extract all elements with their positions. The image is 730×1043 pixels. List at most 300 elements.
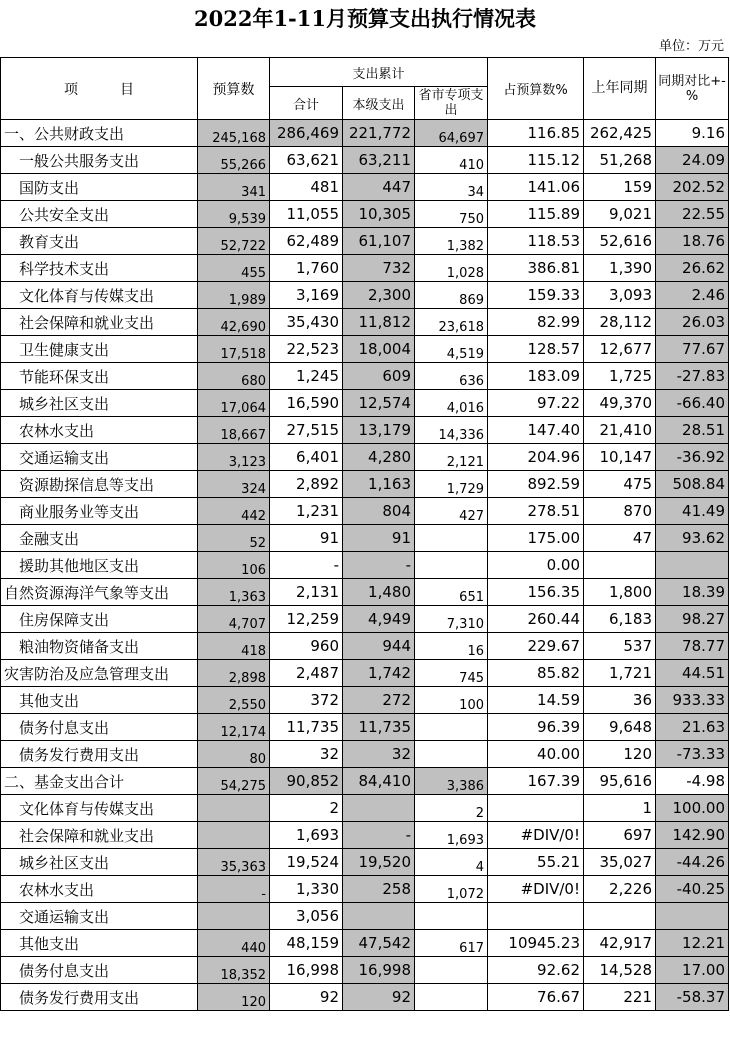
cell-name: 金融支出: [1, 525, 198, 552]
cell-last-year: 9,021: [584, 201, 656, 228]
cell-total: 19,524: [270, 849, 343, 876]
cell-provincial: 3,386: [415, 768, 488, 795]
cell-name: 住房保障支出: [1, 606, 198, 633]
table-body: [1, 120, 729, 1011]
cell-total: 3,056: [270, 903, 343, 930]
cell-total: 32: [270, 741, 343, 768]
cell-yoy: -44.26: [656, 849, 729, 876]
cell-budget: 2,898: [198, 660, 270, 687]
cell-name: 商业服务业等支出: [1, 498, 198, 525]
table-row: [1, 579, 729, 606]
table-row: [1, 552, 729, 579]
cell-ratio: 386.81: [488, 255, 584, 282]
cell-ratio: 892.59: [488, 471, 584, 498]
cell-provincial: 651: [415, 579, 488, 606]
cell-provincial: [415, 525, 488, 552]
cell-total: 22,523: [270, 336, 343, 363]
cell-provincial: 23,618: [415, 309, 488, 336]
table-row: [1, 120, 729, 147]
cell-local: 84,410: [343, 768, 415, 795]
cell-local: 11,735: [343, 714, 415, 741]
table-row: [1, 228, 729, 255]
cell-budget: 442: [198, 498, 270, 525]
cell-last-year: 52,616: [584, 228, 656, 255]
cell-yoy: 77.67: [656, 336, 729, 363]
cell-last-year: 1,800: [584, 579, 656, 606]
cell-budget: 4,707: [198, 606, 270, 633]
cell-budget: 52: [198, 525, 270, 552]
cell-yoy: 9.16: [656, 120, 729, 147]
cell-last-year: 51,268: [584, 147, 656, 174]
cell-last-year: 159: [584, 174, 656, 201]
cell-budget: 3,123: [198, 444, 270, 471]
table-row: [1, 147, 729, 174]
cell-name: 资源勘探信息等支出: [1, 471, 198, 498]
cell-ratio: 40.00: [488, 741, 584, 768]
cell-name: 债务付息支出: [1, 714, 198, 741]
cell-total: 16,998: [270, 957, 343, 984]
cell-yoy: 18.39: [656, 579, 729, 606]
cell-yoy: 26.03: [656, 309, 729, 336]
header-ratio: 占预算数%: [488, 58, 584, 120]
cell-last-year: 6,183: [584, 606, 656, 633]
cell-ratio: 141.06: [488, 174, 584, 201]
cell-budget: 680: [198, 363, 270, 390]
cell-ratio: 159.33: [488, 282, 584, 309]
cell-budget: 35,363: [198, 849, 270, 876]
cell-ratio: 118.53: [488, 228, 584, 255]
cell-total: 90,852: [270, 768, 343, 795]
cell-budget: 52,722: [198, 228, 270, 255]
cell-total: 372: [270, 687, 343, 714]
cell-yoy: 22.55: [656, 201, 729, 228]
table-row: [1, 201, 729, 228]
cell-total: 1,693: [270, 822, 343, 849]
cell-ratio: 260.44: [488, 606, 584, 633]
cell-ratio: 76.67: [488, 984, 584, 1011]
cell-local: 32: [343, 741, 415, 768]
cell-provincial: 4,519: [415, 336, 488, 363]
cell-local: 47,542: [343, 930, 415, 957]
table-row: [1, 498, 729, 525]
cell-local: -: [343, 552, 415, 579]
cell-total: -: [270, 552, 343, 579]
cell-ratio: [488, 795, 584, 822]
cell-local: 258: [343, 876, 415, 903]
table-row: [1, 822, 729, 849]
cell-provincial: [415, 714, 488, 741]
cell-local: 61,107: [343, 228, 415, 255]
cell-last-year: 95,616: [584, 768, 656, 795]
cell-last-year: 120: [584, 741, 656, 768]
cell-yoy: 100.00: [656, 795, 729, 822]
header-provincial: 省市专项支出: [415, 87, 488, 120]
cell-name: 交通运输支出: [1, 903, 198, 930]
cell-yoy: 24.09: [656, 147, 729, 174]
cell-total: 91: [270, 525, 343, 552]
cell-ratio: 85.82: [488, 660, 584, 687]
cell-name: 文化体育与传媒支出: [1, 795, 198, 822]
cell-local: 1,163: [343, 471, 415, 498]
cell-last-year: 21,410: [584, 417, 656, 444]
cell-budget: 9,539: [198, 201, 270, 228]
cell-name: 粮油物资储备支出: [1, 633, 198, 660]
cell-last-year: 2,226: [584, 876, 656, 903]
cell-name: 债务发行费用支出: [1, 741, 198, 768]
cell-last-year: 537: [584, 633, 656, 660]
cell-total: 63,621: [270, 147, 343, 174]
cell-ratio: #DIV/0!: [488, 822, 584, 849]
cell-name: 国防支出: [1, 174, 198, 201]
cell-provincial: 14,336: [415, 417, 488, 444]
cell-name: 债务发行费用支出: [1, 984, 198, 1011]
cell-yoy: 18.76: [656, 228, 729, 255]
cell-provincial: 410: [415, 147, 488, 174]
cell-ratio: 175.00: [488, 525, 584, 552]
cell-last-year: 221: [584, 984, 656, 1011]
cell-total: 2,131: [270, 579, 343, 606]
cell-ratio: 115.89: [488, 201, 584, 228]
page-title: 2022年1-11月预算支出执行情况表: [194, 6, 536, 31]
cell-budget: 17,064: [198, 390, 270, 417]
cell-total: 48,159: [270, 930, 343, 957]
cell-local: 19,520: [343, 849, 415, 876]
cell-yoy: 41.49: [656, 498, 729, 525]
cell-budget: 12,174: [198, 714, 270, 741]
cell-provincial: 4,016: [415, 390, 488, 417]
cell-budget: [198, 903, 270, 930]
cell-name: 城乡社区支出: [1, 849, 198, 876]
cell-total: 481: [270, 174, 343, 201]
cell-total: 92: [270, 984, 343, 1011]
cell-provincial: 2: [415, 795, 488, 822]
cell-yoy: 17.00: [656, 957, 729, 984]
cell-budget: 120: [198, 984, 270, 1011]
cell-budget: 1,363: [198, 579, 270, 606]
cell-ratio: 116.85: [488, 120, 584, 147]
cell-last-year: 47: [584, 525, 656, 552]
cell-ratio: 14.59: [488, 687, 584, 714]
cell-local: 12,574: [343, 390, 415, 417]
table-row: [1, 903, 729, 930]
table-row: [1, 741, 729, 768]
cell-name: 社会保障和就业支出: [1, 822, 198, 849]
cell-provincial: 7,310: [415, 606, 488, 633]
cell-provincial: [415, 552, 488, 579]
cell-total: 35,430: [270, 309, 343, 336]
table-row: [1, 930, 729, 957]
cell-name: 援助其他地区支出: [1, 552, 198, 579]
cell-name: 二、基金支出合计: [1, 768, 198, 795]
cell-budget: 18,352: [198, 957, 270, 984]
cell-last-year: 49,370: [584, 390, 656, 417]
table-row: [1, 633, 729, 660]
cell-provincial: 1,382: [415, 228, 488, 255]
cell-ratio: 183.09: [488, 363, 584, 390]
cell-yoy: -66.40: [656, 390, 729, 417]
table-row: [1, 444, 729, 471]
cell-budget: 42,690: [198, 309, 270, 336]
cell-name: 自然资源海洋气象等支出: [1, 579, 198, 606]
cell-last-year: 1,725: [584, 363, 656, 390]
table-row: [1, 768, 729, 795]
table-row: [1, 957, 729, 984]
cell-last-year: 10,147: [584, 444, 656, 471]
cell-provincial: 1,028: [415, 255, 488, 282]
cell-provincial: 1,693: [415, 822, 488, 849]
cell-local: 1,480: [343, 579, 415, 606]
cell-total: 11,055: [270, 201, 343, 228]
header-item: 项 目: [1, 58, 198, 120]
cell-name: 社会保障和就业支出: [1, 309, 198, 336]
cell-budget: 1,989: [198, 282, 270, 309]
cell-local: [343, 903, 415, 930]
cell-local: 732: [343, 255, 415, 282]
cell-yoy: 508.84: [656, 471, 729, 498]
table-row: [1, 309, 729, 336]
cell-total: 2,487: [270, 660, 343, 687]
cell-budget: 418: [198, 633, 270, 660]
header-sum: 合计: [270, 87, 343, 120]
cell-local: 2,300: [343, 282, 415, 309]
cell-local: 944: [343, 633, 415, 660]
cell-last-year: 262,425: [584, 120, 656, 147]
cell-total: 1,245: [270, 363, 343, 390]
cell-total: 12,259: [270, 606, 343, 633]
cell-last-year: 42,917: [584, 930, 656, 957]
cell-local: 91: [343, 525, 415, 552]
header-last-year: 上年同期: [584, 58, 656, 120]
cell-total: 1,330: [270, 876, 343, 903]
cell-yoy: 202.52: [656, 174, 729, 201]
cell-provincial: 617: [415, 930, 488, 957]
cell-name: 文化体育与传媒支出: [1, 282, 198, 309]
cell-last-year: 1,721: [584, 660, 656, 687]
cell-yoy: 12.21: [656, 930, 729, 957]
table-row: [1, 876, 729, 903]
cell-name: 交通运输支出: [1, 444, 198, 471]
cell-yoy: -58.37: [656, 984, 729, 1011]
cell-ratio: 128.57: [488, 336, 584, 363]
cell-last-year: 475: [584, 471, 656, 498]
cell-yoy: -36.92: [656, 444, 729, 471]
cell-budget: 55,266: [198, 147, 270, 174]
cell-name: 其他支出: [1, 687, 198, 714]
table-row: [1, 417, 729, 444]
table-row: [1, 174, 729, 201]
cell-total: 286,469: [270, 120, 343, 147]
table-row: [1, 984, 729, 1011]
cell-budget: 80: [198, 741, 270, 768]
cell-ratio: 115.12: [488, 147, 584, 174]
header-local: 本级支出: [343, 87, 415, 120]
cell-last-year: [584, 903, 656, 930]
cell-local: 63,211: [343, 147, 415, 174]
cell-name: 其他支出: [1, 930, 198, 957]
cell-total: 2: [270, 795, 343, 822]
cell-ratio: 96.39: [488, 714, 584, 741]
cell-local: 92: [343, 984, 415, 1011]
cell-budget: 440: [198, 930, 270, 957]
cell-total: 6,401: [270, 444, 343, 471]
cell-total: 16,590: [270, 390, 343, 417]
cell-ratio: 229.67: [488, 633, 584, 660]
cell-ratio: 92.62: [488, 957, 584, 984]
cell-last-year: 1,390: [584, 255, 656, 282]
cell-budget: 17,518: [198, 336, 270, 363]
cell-budget: 324: [198, 471, 270, 498]
cell-name: 一般公共服务支出: [1, 147, 198, 174]
cell-budget: [198, 822, 270, 849]
cell-provincial: 64,697: [415, 120, 488, 147]
cell-name: 节能环保支出: [1, 363, 198, 390]
cell-last-year: 9,648: [584, 714, 656, 741]
table-row: [1, 525, 729, 552]
cell-ratio: 278.51: [488, 498, 584, 525]
cell-yoy: 78.77: [656, 633, 729, 660]
cell-yoy: 933.33: [656, 687, 729, 714]
cell-total: 960: [270, 633, 343, 660]
cell-ratio: 156.35: [488, 579, 584, 606]
cell-ratio: 0.00: [488, 552, 584, 579]
cell-local: 18,004: [343, 336, 415, 363]
cell-name: 农林水支出: [1, 876, 198, 903]
table-header: [1, 58, 729, 120]
cell-ratio: [488, 903, 584, 930]
cell-last-year: 36: [584, 687, 656, 714]
unit-label: 单位：万元: [658, 39, 724, 54]
table-row: [1, 687, 729, 714]
cell-yoy: -27.83: [656, 363, 729, 390]
cell-name: 灾害防治及应急管理支出: [1, 660, 198, 687]
cell-last-year: 28,112: [584, 309, 656, 336]
cell-local: 10,305: [343, 201, 415, 228]
cell-provincial: [415, 957, 488, 984]
cell-provincial: 1,072: [415, 876, 488, 903]
cell-ratio: 97.22: [488, 390, 584, 417]
cell-local: 1,742: [343, 660, 415, 687]
header-yoy: 同期对比+-%: [656, 58, 729, 120]
cell-last-year: 697: [584, 822, 656, 849]
cell-yoy: 28.51: [656, 417, 729, 444]
table-row: [1, 282, 729, 309]
cell-last-year: 1: [584, 795, 656, 822]
table-row: [1, 471, 729, 498]
cell-yoy: 26.62: [656, 255, 729, 282]
cell-local: 447: [343, 174, 415, 201]
cell-total: 3,169: [270, 282, 343, 309]
cell-provincial: 100: [415, 687, 488, 714]
cell-provincial: [415, 741, 488, 768]
cell-name: 一、公共财政支出: [1, 120, 198, 147]
cell-local: 13,179: [343, 417, 415, 444]
cell-last-year: [584, 552, 656, 579]
cell-local: 11,812: [343, 309, 415, 336]
cell-budget: 455: [198, 255, 270, 282]
cell-local: 4,280: [343, 444, 415, 471]
cell-ratio: 55.21: [488, 849, 584, 876]
cell-total: 1,231: [270, 498, 343, 525]
cell-ratio: 204.96: [488, 444, 584, 471]
cell-last-year: 870: [584, 498, 656, 525]
cell-local: 804: [343, 498, 415, 525]
cell-ratio: 10945.23: [488, 930, 584, 957]
cell-total: 62,489: [270, 228, 343, 255]
cell-provincial: 34: [415, 174, 488, 201]
table-row: [1, 660, 729, 687]
cell-yoy: [656, 903, 729, 930]
cell-provincial: 1,729: [415, 471, 488, 498]
table-row: [1, 849, 729, 876]
cell-provincial: 636: [415, 363, 488, 390]
table-row: [1, 363, 729, 390]
cell-name: 债务付息支出: [1, 957, 198, 984]
cell-budget: 18,667: [198, 417, 270, 444]
table-row: [1, 714, 729, 741]
cell-budget: [198, 795, 270, 822]
cell-yoy: 142.90: [656, 822, 729, 849]
cell-name: 公共安全支出: [1, 201, 198, 228]
cell-yoy: [656, 552, 729, 579]
cell-yoy: -40.25: [656, 876, 729, 903]
cell-local: 221,772: [343, 120, 415, 147]
cell-total: 27,515: [270, 417, 343, 444]
cell-provincial: [415, 903, 488, 930]
cell-ratio: #DIV/0!: [488, 876, 584, 903]
cell-name: 科学技术支出: [1, 255, 198, 282]
cell-yoy: 93.62: [656, 525, 729, 552]
cell-ratio: 147.40: [488, 417, 584, 444]
table-row: [1, 390, 729, 417]
cell-provincial: 427: [415, 498, 488, 525]
cell-last-year: 35,027: [584, 849, 656, 876]
cell-last-year: 14,528: [584, 957, 656, 984]
header-spending-total: 支出累计: [270, 58, 488, 87]
table-row: [1, 336, 729, 363]
cell-local: 4,949: [343, 606, 415, 633]
cell-budget: -: [198, 876, 270, 903]
cell-ratio: 82.99: [488, 309, 584, 336]
cell-provincial: 16: [415, 633, 488, 660]
cell-local: 272: [343, 687, 415, 714]
cell-provincial: 745: [415, 660, 488, 687]
cell-yoy: -73.33: [656, 741, 729, 768]
cell-local: 609: [343, 363, 415, 390]
cell-name: 农林水支出: [1, 417, 198, 444]
cell-provincial: 869: [415, 282, 488, 309]
budget-table: [0, 57, 729, 1011]
cell-yoy: -4.98: [656, 768, 729, 795]
cell-budget: 341: [198, 174, 270, 201]
cell-last-year: 3,093: [584, 282, 656, 309]
header-budget: 预算数: [198, 58, 270, 120]
cell-yoy: 21.63: [656, 714, 729, 741]
cell-total: 1,760: [270, 255, 343, 282]
cell-last-year: 12,677: [584, 336, 656, 363]
table-row: [1, 606, 729, 633]
cell-yoy: 2.46: [656, 282, 729, 309]
cell-yoy: 44.51: [656, 660, 729, 687]
cell-budget: 245,168: [198, 120, 270, 147]
cell-provincial: 4: [415, 849, 488, 876]
cell-budget: 2,550: [198, 687, 270, 714]
cell-ratio: 167.39: [488, 768, 584, 795]
cell-total: 11,735: [270, 714, 343, 741]
table-row: [1, 795, 729, 822]
cell-local: [343, 795, 415, 822]
cell-local: -: [343, 822, 415, 849]
cell-budget: 54,275: [198, 768, 270, 795]
